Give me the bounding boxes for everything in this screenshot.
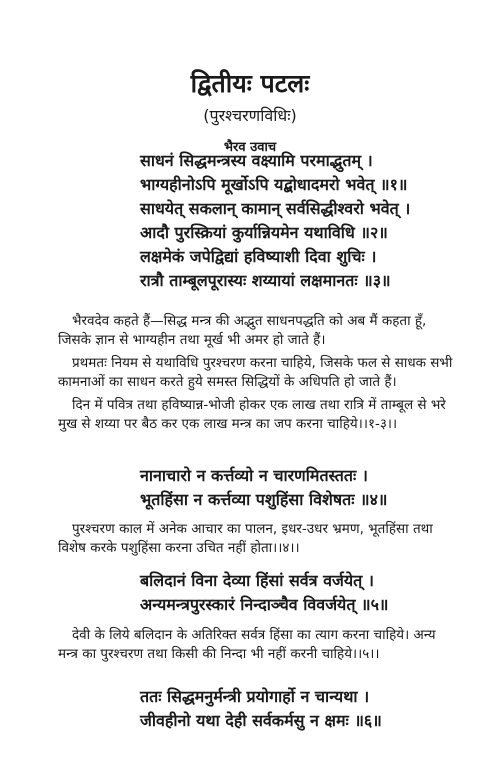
commentary-line: कामनाओं का साधन करते हुये समस्त सिद्धियों के अधिपति हो जाते हैं। — [58, 374, 397, 390]
verse-line: भूतहिंसा न कर्त्तव्या पशुहिंसा विशेषतः ॥४॥ — [140, 490, 388, 509]
commentary-line: दिन में पवित्र तथा हविष्यान्न-भोजी होकर एक लाख तथा रात्रि में ताम्बूल से भरे — [72, 397, 446, 413]
verse-block-3 — [140, 570, 440, 618]
chapter-title: द्वितीयः पटलः — [190, 69, 310, 98]
commentary-block-2 — [58, 520, 478, 558]
verse-block-2 — [140, 465, 440, 513]
speaker-heading: भैरव उवाच — [223, 140, 277, 155]
chapter-subtitle: (पुरश्चरणविधिः) — [203, 106, 297, 125]
verse-line: बलिदानं विना देव्या हिंसां सर्वत्र वर्जयेत् । — [140, 571, 374, 590]
commentary-line: जिसके ज्ञान से भाग्यहीन तथा मूर्ख भी अमर हो जाते हैं। — [58, 332, 326, 348]
verse-line: साधयेत् सकलान् कामान् सर्वसिद्धीश्वरो भवेत् । — [140, 199, 411, 218]
verse-line: आदौ पुरस्क्रियां कुर्यान्नियमेन यथाविधि ॥२॥ — [140, 223, 388, 242]
commentary-line: मन्त्र का पुरश्चरण तथा किसी की निन्दा भी नहीं करनी चाहिये।।५।। — [58, 646, 380, 662]
verse-line: अन्यमन्त्रपुरस्कारं निन्दाञ्चैव विवर्जयेत् ॥५॥ — [140, 595, 389, 614]
verse-line: भाग्यहीनोऽपि मूर्खोऽपि यद्बोधादमरो भवेत् ॥१॥ — [140, 175, 408, 194]
commentary-line: भैरवदेव कहते हैं—सिद्ध मन्त्र की अद्भुत साधनपद्धति को अब मैं कहता हूँ, — [72, 313, 427, 329]
verse-block-1 — [140, 150, 440, 294]
verse-line: जीवहीनो यथा देही सर्वकर्मसु न क्षमः ॥६॥ — [140, 711, 382, 730]
commentary-line: देवी के लिये बलिदान के अतिरिक्त सर्वत्र हिंसा का त्याग करना चाहिये। अन्य — [72, 627, 436, 643]
commentary-paragraph — [58, 354, 478, 392]
commentary-paragraph — [58, 312, 478, 350]
commentary-line: मुख से शय्या पर बैठ कर एक लाख मन्त्र का जप करना चाहिये।।१-३।। — [58, 416, 398, 432]
commentary-paragraph — [58, 396, 478, 434]
commentary-line: विशेष करके पशुहिंसा करना उचित नहीं होता।।४।। — [58, 540, 300, 556]
commentary-line: प्रथमतः नियम से यथाविधि पुरश्चरण करना चाहिये, जिसके फल से साधक सभी — [72, 355, 453, 371]
verse-line: लक्षमेकं जपेद्विद्यां हविष्याशी दिवा शुचिः । — [140, 247, 377, 266]
commentary-line: पुरश्चरण काल में अनेक आचार का पालन, इधर-उधर भ्रमण, भूतहिंसा तथा — [72, 521, 433, 537]
commentary-block-1 — [58, 312, 478, 434]
verse-line: रात्रौ ताम्बूलपूरास्यः शय्यायां लक्षमानतः ॥३॥ — [140, 271, 391, 290]
commentary-paragraph — [58, 520, 478, 558]
verse-block-4 — [140, 686, 440, 734]
verse-line: ततः सिद्धमनुर्मन्त्री प्रयोगार्हो न चान्यथा । — [140, 687, 370, 706]
commentary-paragraph — [58, 626, 478, 664]
commentary-block-3 — [58, 626, 478, 664]
verse-line: नानाचारो न कर्त्तव्यो न चारणमितस्ततः । — [140, 466, 368, 485]
verse-line: साधनं सिद्धमन्त्रस्य वक्ष्यामि परमाद्भुतम् । — [140, 151, 373, 170]
